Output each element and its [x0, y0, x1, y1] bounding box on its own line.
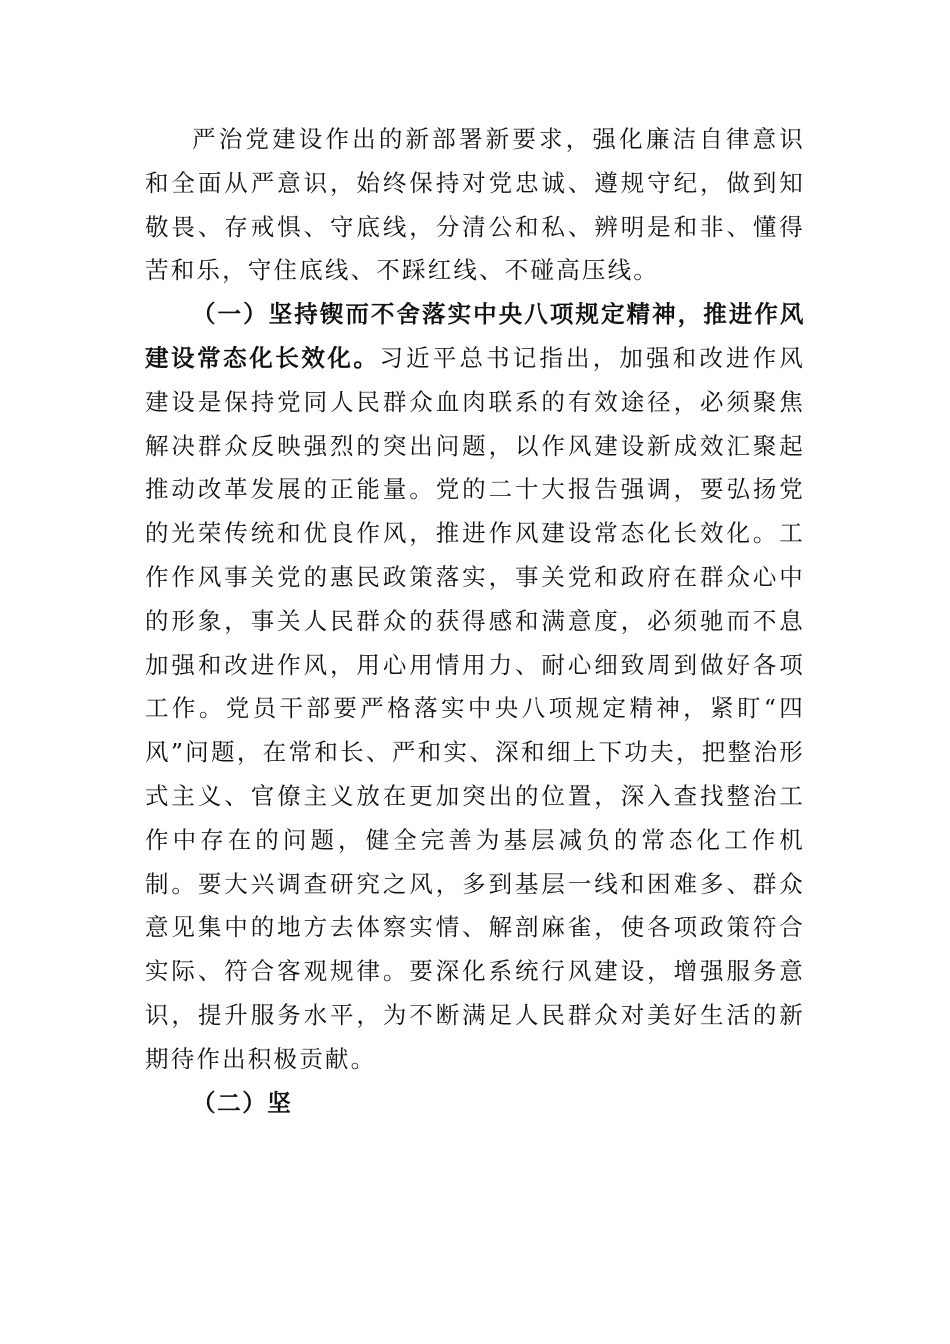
section-heading: （二）坚 [192, 1088, 293, 1117]
paragraph-section-2 [145, 1082, 805, 1126]
document-body [145, 118, 805, 1125]
paragraph-continuation [145, 118, 805, 293]
paragraph-section-1 [145, 293, 805, 1081]
paragraph-text: 习近平总书记指出，加强和改进作风建设是保持党同人民群众血肉联系的有效途径，必须聚焦解决群众反映强烈的突出问题，以作风建设新成效汇聚起推动改革发展的正能量。党的二十大报告强调，要弘扬党的光荣传统和优良作风，推进作风建设常态化长效化。工作作风事关党的惠民政策落实，事关党和政府在群众心中的形象，事关人民群众的获得感和满意度，必须驰而不息加强和改进作风，用心用情用力、耐心细致周到做好各项工作。党员干部要严格落实中央八项规定精神，紧盯“四风”问题，在常和长、严和实、深和细上下功夫，把整治形式主义、官僚主义放在更加突出的位置，深入查找整治工作中存在的问题，健全完善为基层减负的常态化工作机制。要大兴调查研究之风，多到基层一线和困难多、群众意见集中的地方去体察实情、解剖麻雀，使各项政策符合实际、符合客观规律。要深化系统行风建设，增强服务意识，提升服务水平，为不断满足人民群众对美好生活的新期待作出积极贡献。 [145, 343, 805, 1073]
section-heading: （一）坚持锲而不舍落实中央八项规定精神，推进作风建设常态化长效化。 [145, 300, 805, 372]
paragraph-text: 严治党建设作出的新部署新要求，强化廉洁自律意识和全面从严意识，始终保持对党忠诚、遵规守纪，做到知敬畏、存戒惧、守底线，分清公和私、辨明是和非、懂得苦和乐，守住底线、不踩红线、不碰高压线。 [145, 125, 805, 285]
